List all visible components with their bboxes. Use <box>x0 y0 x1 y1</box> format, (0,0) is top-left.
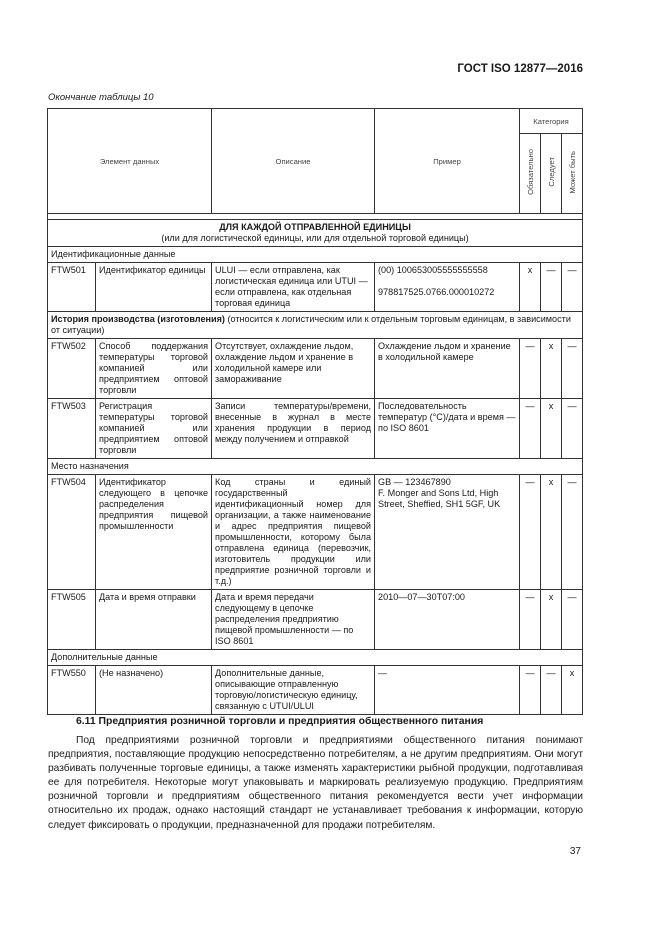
table-row <box>48 399 583 459</box>
section-destination: Место назначения <box>48 459 583 475</box>
should-cell: x <box>541 590 562 650</box>
example-cell <box>375 263 520 312</box>
table-row <box>48 339 583 399</box>
section-row <box>48 312 583 339</box>
code-cell: FTW504 <box>48 475 96 590</box>
section-row <box>48 459 583 475</box>
description-cell: ULUI — если отправлена, как логистическая единица или UTUI — если отправлена, как отдельная торговая единица <box>212 263 375 312</box>
section-additional: Дополнительные данные <box>48 650 583 666</box>
description-cell: Дата и время передачи следующему в цепочке распределения предприятию пищевой промышленности — по ISO 8601 <box>212 590 375 650</box>
section-identification: Идентификационные данные <box>48 247 583 263</box>
header-example: Пример <box>375 109 520 214</box>
table-row <box>48 666 583 715</box>
description-cell: Записи температуры/времени, внесенные в журнал в месте хранения продукции в период между получением и отправкой <box>212 399 375 459</box>
example-cell: Последовательность температур (°С)/дата и время — по ISO 8601 <box>375 399 520 459</box>
table-row <box>48 263 583 312</box>
section-row <box>48 650 583 666</box>
section-row <box>48 247 583 263</box>
data-elements-table <box>47 108 583 715</box>
example-line: (00) 100653005555555558 <box>378 265 488 275</box>
header-description: Описание <box>212 109 375 214</box>
code-cell: FTW505 <box>48 590 96 650</box>
description-cell: Отсутствует, охлаждение льдом, охлаждение льдом и хранение в холодильной камере или замораживание <box>212 339 375 399</box>
example-cell: — <box>375 666 520 715</box>
name-cell: Дата и время отправки <box>96 590 212 650</box>
section-history <box>48 312 583 339</box>
header-should: Следует <box>541 134 562 214</box>
code-cell: FTW502 <box>48 339 96 399</box>
name-cell: Идентификатор единицы <box>96 263 212 312</box>
example-cell: 2010—07—30Т07:00 <box>375 590 520 650</box>
header-mandatory: Обязательно <box>520 134 541 214</box>
example-cell <box>375 475 520 590</box>
mandatory-cell: — <box>520 399 541 459</box>
mandatory-cell: — <box>520 475 541 590</box>
unit-subtitle: (или для логистической единицы, или для отдельной торговой единицы) <box>161 233 469 243</box>
table-caption: Окончание таблицы 10 <box>48 92 154 103</box>
header-may: Может быть <box>562 134 583 214</box>
should-cell: — <box>541 263 562 312</box>
example-line: F. Monger and Sons Ltd, High Street, Sheffied, SH1 5GF, UK <box>378 488 501 509</box>
description-cell: Дополнительные данные, описывающие отправленную торговую/логистическую единицу, связанную с UTUI/ULUI <box>212 666 375 715</box>
mandatory-cell: — <box>520 590 541 650</box>
may-cell: — <box>562 475 583 590</box>
may-cell: — <box>562 590 583 650</box>
may-cell: x <box>562 666 583 715</box>
code-cell: FTW501 <box>48 263 96 312</box>
table-row <box>48 590 583 650</box>
section-history-title: История производства (изготовления) <box>51 314 225 324</box>
should-cell: x <box>541 399 562 459</box>
document-code: ГОСТ ISO 12877—2016 <box>457 63 583 75</box>
page-number: 37 <box>569 846 581 857</box>
unit-title-row <box>48 220 583 247</box>
description-cell: Код страны и единый государственный идентификационный номер для организации, а также наименование и адрес предприятия пищевой промышленности, которому была отправлена единица (перевозчик, изготовитель продукции или предприятие розничной торговли и т.д.) <box>212 475 375 590</box>
code-cell: FTW503 <box>48 399 96 459</box>
header-category: Категория <box>520 109 583 134</box>
name-cell: (Не назначено) <box>96 666 212 715</box>
may-cell: — <box>562 339 583 399</box>
header-element: Элемент данных <box>48 109 212 214</box>
name-cell: Способ поддержания температуры торговой компанией или предприятием оптовой торговли <box>96 339 212 399</box>
should-cell: x <box>541 339 562 399</box>
mandatory-cell: — <box>520 666 541 715</box>
mandatory-cell: — <box>520 339 541 399</box>
paragraph: Под предприятиями розничной торговли и предприятиями общественного питания понимают предприятия, поставляющие продукцию непосредственно потребителям, а не другим предприятиям. Они могут разбивать полученные торговые единицы, а также изменять характеристики рыбной продукции, подготавливая ее для потребителя. Некоторые могут упаковывать и маркировать реализуемую продукцию. Предприятиям розничной торговли и предприятиям общественного питания рекомендуется вести учет информации относительно их продаж, однако настоящий стандарт не устанавливает требования к информации, которую следует фиксировать о продукции, предназначенной для продажи потребителям. <box>48 735 583 831</box>
body-text <box>48 734 583 833</box>
may-cell: — <box>562 399 583 459</box>
code-cell: FTW550 <box>48 666 96 715</box>
unit-title: ДЛЯ КАЖДОЙ ОТПРАВЛЕННОЙ ЕДИНИЦЫ <box>219 222 411 232</box>
name-cell: Идентификатор следующего в цепочке распределения предприятия пищевой промышленности <box>96 475 212 590</box>
may-cell: — <box>562 263 583 312</box>
example-cell: Охлаждение льдом и хранение в холодильной камере <box>375 339 520 399</box>
example-line: GB — 123467890 <box>378 477 451 487</box>
table-row <box>48 475 583 590</box>
example-line: 978817525.0766.000010272 <box>378 287 495 297</box>
section-history-note: (относится к логистическим или к отдельным торговым единицам, в зависимости от ситуации) <box>51 314 571 335</box>
should-cell: — <box>541 666 562 715</box>
section-heading: 6.11 Предприятия розничной торговли и предприятия общественного питания <box>76 716 484 727</box>
mandatory-cell: x <box>520 263 541 312</box>
name-cell: Регистрация температуры торговой компанией или предприятием оптовой торговли <box>96 399 212 459</box>
should-cell: x <box>541 475 562 590</box>
